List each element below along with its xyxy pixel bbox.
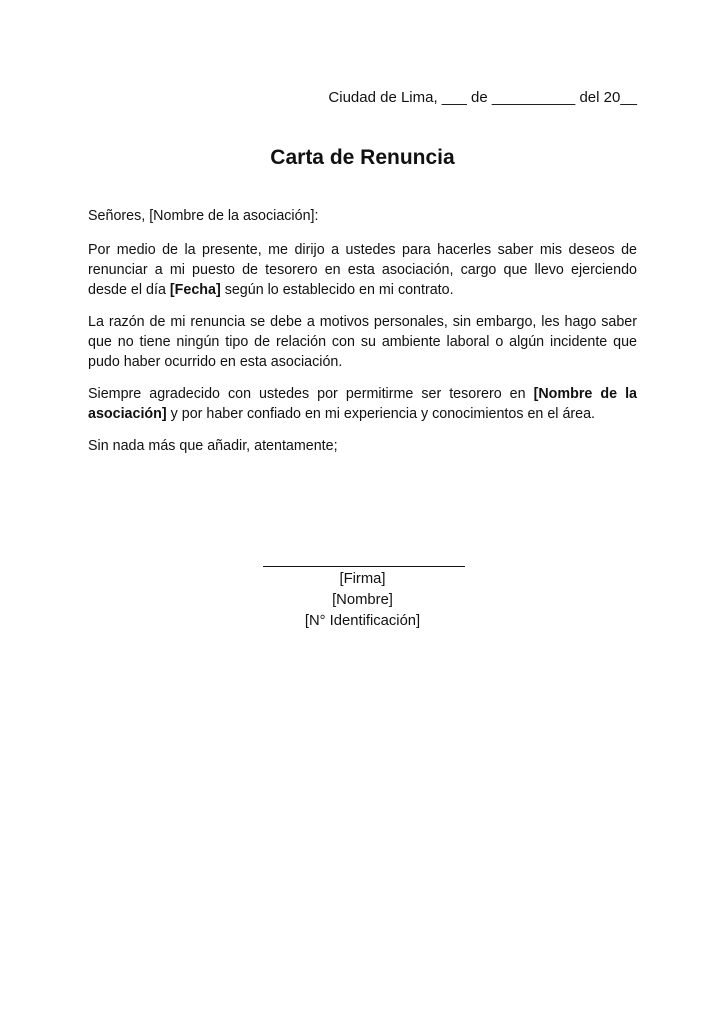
signature-line bbox=[263, 566, 465, 567]
paragraph-3 bbox=[88, 384, 637, 424]
paragraph-3-text-end: y por haber confiado en mi experiencia y conocimientos en el área. bbox=[166, 406, 596, 422]
greeting: Señores, [Nombre de la asociación]: bbox=[88, 208, 319, 224]
date-placeholder: [Fecha] bbox=[169, 282, 221, 298]
paragraph-1-text-start: Por medio de la presente, me dirijo a ustedes para hacerles saber mis deseos de renunciar a mi puesto de tesorero en esta asociación, cargo que llevo ejerciendo desde el día bbox=[88, 242, 637, 298]
paragraph-3-text-start: Siempre agradecido con ustedes por permitirme ser tesorero en bbox=[88, 386, 534, 402]
date-line: Ciudad de Lima, ___ de __________ del 20__ bbox=[328, 89, 637, 106]
letter-title: Carta de Renuncia bbox=[270, 146, 455, 169]
signature-firma: [Firma] bbox=[339, 571, 386, 587]
closing: Sin nada más que añadir, atentamente; bbox=[88, 438, 338, 454]
signature-nombre: [Nombre] bbox=[332, 592, 393, 608]
association-placeholder: [Nombre de la asociación] bbox=[88, 386, 637, 422]
paragraph-2: La razón de mi renuncia se debe a motivos personales, sin embargo, les hago saber que no tiene ningún tipo de relación con su ambiente laboral o algún incidente que pudo haber ocurrido en esta asociación. bbox=[88, 314, 637, 370]
letter-body bbox=[88, 206, 637, 468]
signature-block bbox=[0, 569, 725, 632]
signature-identificacion: [N° Identificación] bbox=[304, 613, 421, 629]
paragraph-1 bbox=[88, 240, 637, 300]
paragraph-1-text-end: según lo establecido en mi contrato. bbox=[220, 282, 454, 298]
